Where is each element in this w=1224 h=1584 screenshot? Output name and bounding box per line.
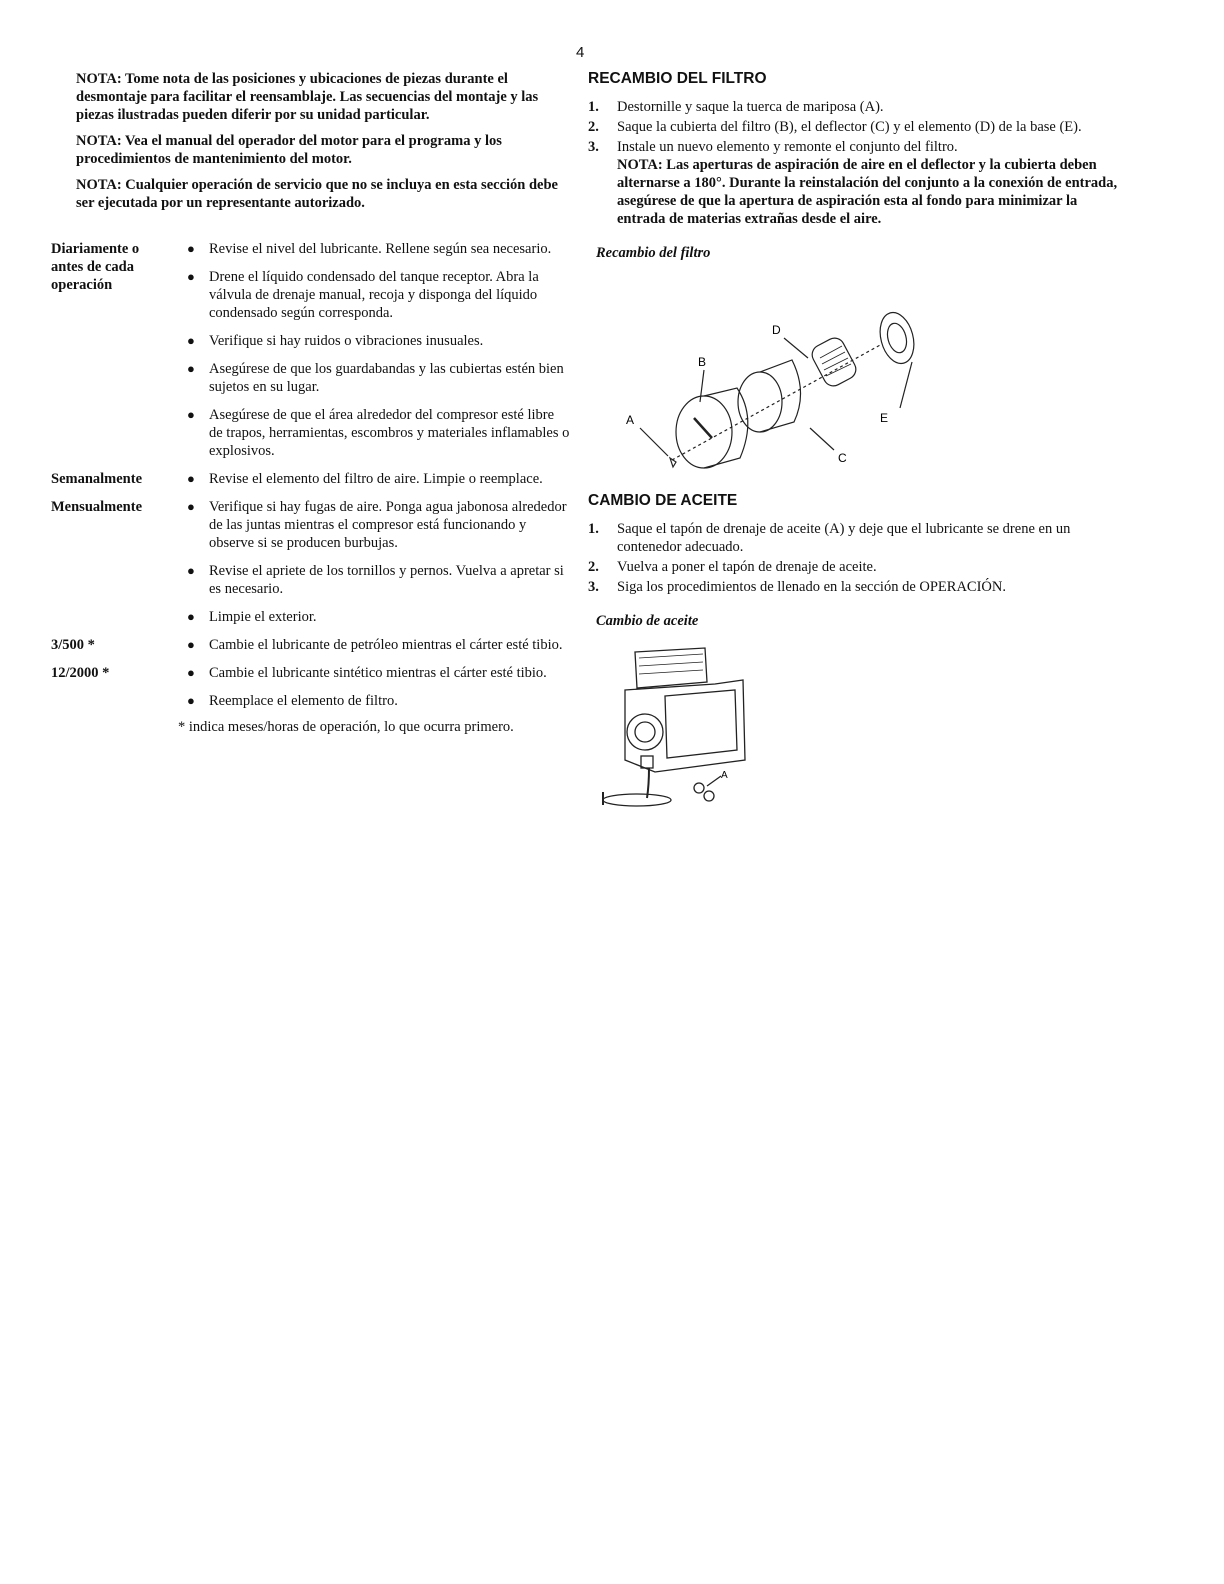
oil-drain-diagram: [595, 640, 755, 810]
task-list: [187, 664, 571, 720]
filter-exploded-diagram: [612, 300, 942, 475]
task-item: [187, 498, 571, 552]
step-text: Saque el tapón de drenaje de aceite (A) y deje que el lubricante se drene en un contenedor adecuado.: [617, 521, 1071, 555]
leader-line-c: [810, 428, 834, 450]
task-list: [187, 240, 571, 470]
bullet-icon: ●: [187, 407, 195, 422]
step-number: 3.: [588, 139, 599, 155]
task-list: [187, 470, 571, 498]
task-list: [187, 498, 571, 636]
task-item: [187, 636, 571, 654]
step-number: 1.: [588, 521, 599, 537]
wing-nut-shape: [670, 458, 676, 467]
schedule-row-weekly: [51, 470, 571, 498]
bullet-icon: ●: [187, 333, 195, 348]
drain-container: [603, 794, 671, 806]
period-label: 12/2000 *: [51, 665, 110, 681]
task-item: [187, 360, 571, 396]
schedule-row-monthly: [51, 498, 571, 636]
leader-line-a: [707, 776, 721, 786]
filter-cover-shape: [676, 396, 732, 468]
step-text: Siga los procedimientos de llenado en la sección de OPERACIÓN.: [617, 579, 1007, 595]
task-text: Cambie el lubricante de petróleo mientras el cárter esté tibio.: [209, 637, 563, 653]
engine-fins: [639, 654, 703, 674]
leader-line-b: [700, 370, 704, 402]
step-text: Vuelva a poner el tapón de drenaje de aceite.: [617, 559, 877, 575]
task-text: Revise el apriete de los tornillos y pernos. Vuelva a apretar si es necesario.: [209, 563, 564, 597]
step-item: [588, 520, 1128, 556]
drain-plug: [694, 783, 704, 793]
engine-top: [635, 648, 707, 688]
task-item: [187, 692, 571, 710]
bullet-icon: ●: [187, 637, 195, 652]
oil-heading: CAMBIO DE ACEITE: [588, 492, 738, 509]
notes-block: [76, 70, 558, 220]
maintenance-schedule: [51, 240, 571, 736]
filter-base-shape: [875, 309, 919, 368]
label-c: C: [838, 451, 847, 465]
filter-heading: RECAMBIO DEL FILTRO: [588, 70, 767, 87]
label-b: B: [698, 355, 707, 369]
filter-section: [588, 70, 1128, 262]
task-text: Asegúrese de que el área alrededor del compresor esté libre de trapos, herramientas, escombros y materiales inflamables o explosivos.: [209, 407, 570, 459]
deflector-body: [760, 360, 801, 432]
schedule-row-daily: [51, 240, 571, 470]
note-authorized-service: NOTA: Cualquier operación de servicio que no se incluya en esta sección debe ser ejecutada por un representante autorizado.: [76, 177, 558, 211]
task-item: [187, 470, 571, 488]
bullet-icon: ●: [187, 693, 195, 708]
step-item: [588, 98, 1128, 116]
task-item: [187, 562, 571, 598]
task-text: Revise el elemento del filtro de aire. Limpie o reemplace.: [209, 471, 543, 487]
task-item: [187, 608, 571, 626]
filter-base-inner: [884, 321, 909, 355]
leader-line-e: [900, 362, 912, 408]
step-number: 2.: [588, 559, 599, 575]
task-text: Limpie el exterior.: [209, 609, 317, 625]
task-text: Cambie el lubricante sintético mientras el cárter esté tibio.: [209, 665, 547, 681]
step-item: [588, 118, 1128, 136]
note-reassembly: NOTA: Tome nota de las posiciones y ubicaciones de piezas durante el desmontaje para facilitar el reensamblaje. Las secuencias del montaje y las piezas ilustradas pueden diferir por su unidad particular.: [76, 71, 539, 123]
period-label: Semanalmente: [51, 471, 143, 487]
schedule-footnote: * indica meses/horas de operación, lo que ocurra primero.: [178, 719, 514, 735]
step-item: [588, 138, 1128, 228]
schedule-row-12-2000: [51, 664, 571, 720]
drain-plug-washer: [704, 791, 714, 801]
step-note: NOTA: Las aperturas de aspiración de aire en el deflector y la cubierta deben alternarse a 180°. Durante la reinstalación del conjunto a la conexión de entrada, asegúrese de que la apertura de aspiración esta al fondo para minimizar la entrada de materias extrañas desde el aire.: [617, 157, 1118, 227]
period-label: 3/500 *: [51, 637, 95, 653]
task-text: Verifique si hay ruidos o vibraciones inusuales.: [209, 333, 484, 349]
task-item: [187, 240, 571, 258]
page-number: 4: [576, 44, 585, 61]
leader-line-a: [640, 428, 668, 456]
step-item: [588, 578, 1128, 596]
task-text: Drene el líquido condensado del tanque receptor. Abra la válvula de drenaje manual, recoja y disponga del líquido condensado según corresponda.: [209, 269, 539, 321]
oil-fill-cap: [627, 714, 663, 750]
period-label: Diariamente o antes de cada operación: [51, 241, 140, 293]
task-item: [187, 406, 571, 460]
leader-line-d: [784, 338, 808, 358]
right-column: [588, 70, 1128, 629]
bullet-icon: ●: [187, 499, 195, 514]
filter-cover-slot: [694, 418, 712, 438]
label-a: A: [626, 413, 635, 427]
crankcase-side-panel: [665, 690, 737, 758]
bullet-icon: ●: [187, 361, 195, 376]
step-number: 1.: [588, 99, 599, 115]
label-a: A: [721, 770, 728, 781]
bullet-icon: ●: [187, 609, 195, 624]
schedule-row-3-500: [51, 636, 571, 664]
filter-element-pleats: [820, 346, 851, 376]
drain-plug-port: [641, 756, 653, 768]
note-engine-manual: NOTA: Vea el manual del operador del motor para el programa y los procedimientos de mantenimiento del motor.: [76, 133, 502, 167]
task-text: Reemplace el elemento de filtro.: [209, 693, 398, 709]
label-e: E: [880, 411, 889, 425]
oil-section: [588, 492, 1128, 630]
task-item: [187, 664, 571, 682]
filter-steps: [588, 98, 1128, 228]
step-item: [588, 558, 1128, 576]
step-text: Destornille y saque la tuerca de mariposa (A).: [617, 99, 884, 115]
bullet-icon: ●: [187, 563, 195, 578]
step-text: Instale un nuevo elemento y remonte el conjunto del filtro.: [617, 139, 958, 155]
task-item: [187, 268, 571, 322]
task-text: Verifique si hay fugas de aire. Ponga agua jabonosa alrededor de las juntas mientras el compresor está funcionando y observe si se producen burbujas.: [209, 499, 567, 551]
bullet-icon: ●: [187, 269, 195, 284]
task-list: [187, 636, 571, 664]
step-number: 3.: [588, 579, 599, 595]
task-item: [187, 332, 571, 350]
filter-caption: Recambio del filtro: [596, 245, 711, 261]
step-text: Saque la cubierta del filtro (B), el deflector (C) y el elemento (D) de la base (E).: [617, 119, 1082, 135]
step-number: 2.: [588, 119, 599, 135]
oil-steps: [588, 520, 1128, 596]
oil-fill-cap-inner: [635, 722, 655, 742]
oil-stream: [647, 768, 649, 798]
bullet-icon: ●: [187, 471, 195, 486]
period-label: Mensualmente: [51, 499, 143, 515]
oil-caption: Cambio de aceite: [596, 613, 699, 629]
task-text: Asegúrese de que los guardabandas y las cubiertas estén bien sujetos en su lugar.: [209, 361, 564, 395]
bullet-icon: ●: [187, 665, 195, 680]
label-d: D: [772, 323, 781, 337]
filter-cover-body: [704, 388, 748, 468]
task-text: Revise el nivel del lubricante. Rellene según sea necesario.: [209, 241, 552, 257]
bullet-icon: ●: [187, 241, 195, 256]
filter-element-shape: [809, 335, 860, 390]
